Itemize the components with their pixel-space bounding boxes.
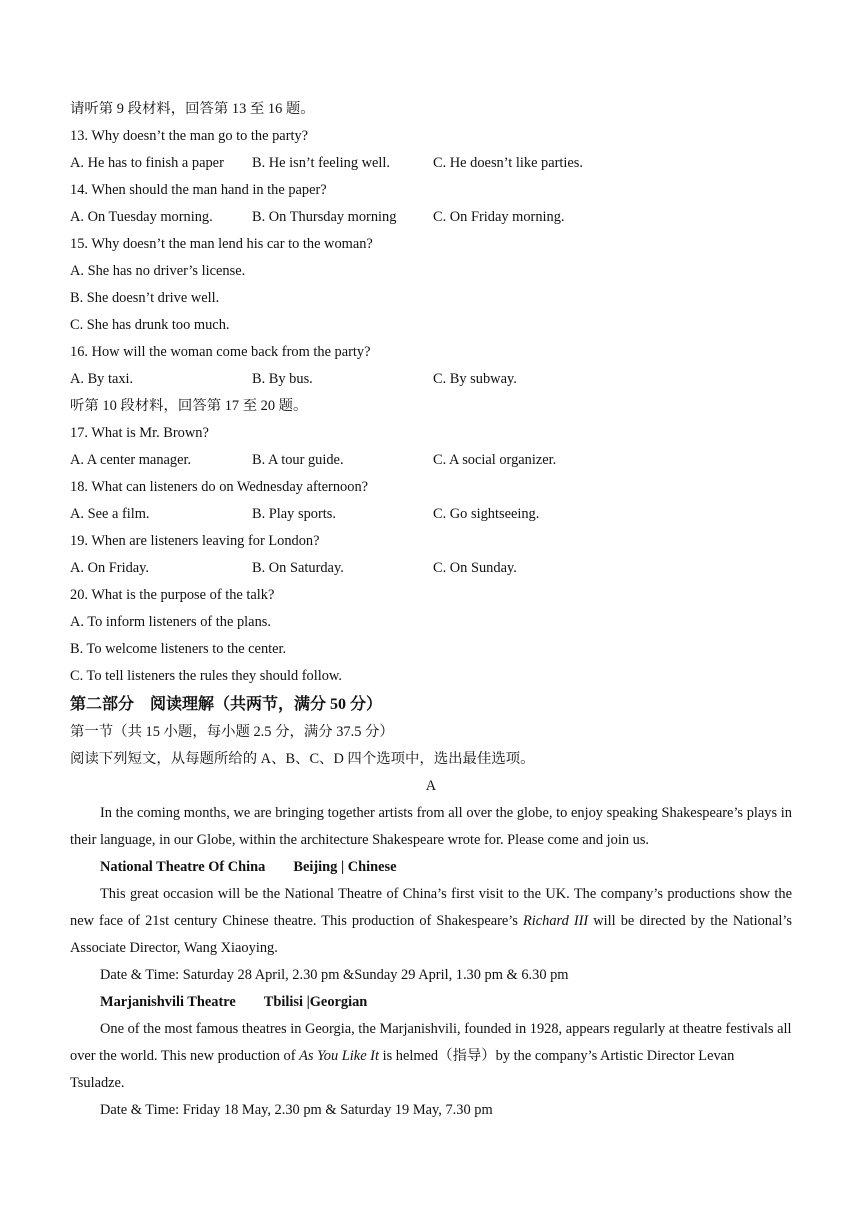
theatre-2-header: [70, 989, 792, 1016]
option-c: C. A social organizer.: [433, 452, 557, 468]
option-b: B. Play sports.: [252, 506, 336, 522]
passage-intro-paragraph: In the coming months, we are bringing together artists from all over the globe, to enjoy speaking Shakespeare’s plays in their language, in our Globe, within the architecture Shakespeare wrote for. Please come and join us.: [70, 805, 792, 848]
theatre-2-datetime: Date & Time: Friday 18 May, 2.30 pm & Saturday 19 May, 7.30 pm: [100, 1102, 493, 1118]
passage-label: A: [425, 778, 437, 794]
section-10-intro: 听第 10 段材料，回答第 17 至 20 题。: [70, 398, 308, 414]
option-c: C. Go sightseeing.: [433, 506, 540, 522]
play-title: Richard III: [522, 913, 589, 929]
question-19: 19. When are listeners leaving for London?: [70, 533, 320, 549]
part-2-instruction: 阅读下列短文，从每题所给的 A、B、C、D 四个选项中，选出最佳选项。: [70, 751, 535, 767]
option-b: B. To welcome listeners to the center.: [70, 641, 287, 657]
option-b: B. By bus.: [252, 371, 313, 387]
option-b: B. On Saturday.: [252, 560, 344, 576]
option-b: B. On Thursday morning: [252, 209, 397, 225]
question-13: 13. Why doesn’t the man go to the party?: [70, 128, 309, 144]
option-c: C. On Friday morning.: [433, 209, 565, 225]
theatre-2-location: Tbilisi |Georgian: [263, 994, 368, 1010]
question-19-options: [70, 555, 792, 582]
question-15: 15. Why doesn’t the man lend his car to the woman?: [70, 236, 373, 252]
option-c: C. She has drunk too much.: [70, 317, 230, 333]
section-9-intro: 请听第 9 段材料，回答第 13 至 16 题。: [70, 101, 315, 117]
theatre-1-name: National Theatre Of China: [100, 859, 266, 875]
option-a: A. See a film.: [70, 506, 150, 522]
question-18: 18. What can listeners do on Wednesday afternoon?: [70, 479, 369, 495]
question-20: 20. What is the purpose of the talk?: [70, 587, 275, 603]
question-18-options: [70, 501, 792, 528]
play-title: As You Like It: [299, 1048, 379, 1064]
option-c: C. He doesn’t like parties.: [433, 155, 584, 171]
theatre-1-description: [70, 881, 792, 962]
option-c: C. To tell listeners the rules they should follow.: [70, 668, 342, 684]
question-16: 16. How will the woman come back from the party?: [70, 344, 371, 360]
option-a: A. To inform listeners of the plans.: [70, 614, 271, 630]
exam-page: [70, 96, 792, 1124]
part-2-subheading: 第一节（共 15 小题，每小题 2.5 分，满分 37.5 分）: [70, 724, 394, 740]
description-text: This great occasion will be the National Theatre of China’s first visit to the UK. The company’s productions show the new face of 21st century Chinese theatre. This production of Shakespeare’s: [70, 886, 792, 929]
theatre-2-name: Marjanishvili Theatre: [100, 994, 236, 1010]
description-text: is helmed（指导）by the company’s Artistic Director Levan Tsuladze.: [70, 1048, 735, 1091]
question-14-options: [70, 204, 792, 231]
option-a: A. A center manager.: [70, 452, 192, 468]
option-b: B. A tour guide.: [252, 452, 344, 468]
question-14: 14. When should the man hand in the paper?: [70, 182, 327, 198]
option-c: C. On Sunday.: [433, 560, 517, 576]
theatre-1-header: [70, 854, 792, 881]
option-a: A. He has to finish a paper: [70, 155, 224, 171]
option-a: A. On Friday.: [70, 560, 150, 576]
question-13-options: [70, 150, 792, 177]
option-b: B. She doesn’t drive well.: [70, 290, 220, 306]
option-a: A. By taxi.: [70, 371, 134, 387]
option-a: A. On Tuesday morning.: [70, 209, 213, 225]
description-text: One of the most famous theatres in Georgia, the Marjanishvili, founded in 1928, appears regularly at theatre festivals all over the world. This new production of: [70, 1021, 792, 1064]
question-17-options: [70, 447, 792, 474]
option-b: B. He isn’t feeling well.: [252, 155, 391, 171]
question-17: 17. What is Mr. Brown?: [70, 425, 209, 441]
option-a: A. She has no driver’s license.: [70, 263, 246, 279]
description-text: will be directed by the National’s Associate Director, Wang Xiaoying.: [70, 913, 792, 956]
theatre-1-location: Beijing | Chinese: [293, 859, 397, 875]
theatre-1-datetime: Date & Time: Saturday 28 April, 2.30 pm &Sunday 29 April, 1.30 pm & 6.30 pm: [100, 967, 569, 983]
question-16-options: [70, 366, 792, 393]
theatre-2-description: [70, 1016, 792, 1097]
part-2-heading: 第二部分 阅读理解（共两节，满分 50 分）: [70, 696, 383, 713]
option-c: C. By subway.: [433, 371, 517, 387]
